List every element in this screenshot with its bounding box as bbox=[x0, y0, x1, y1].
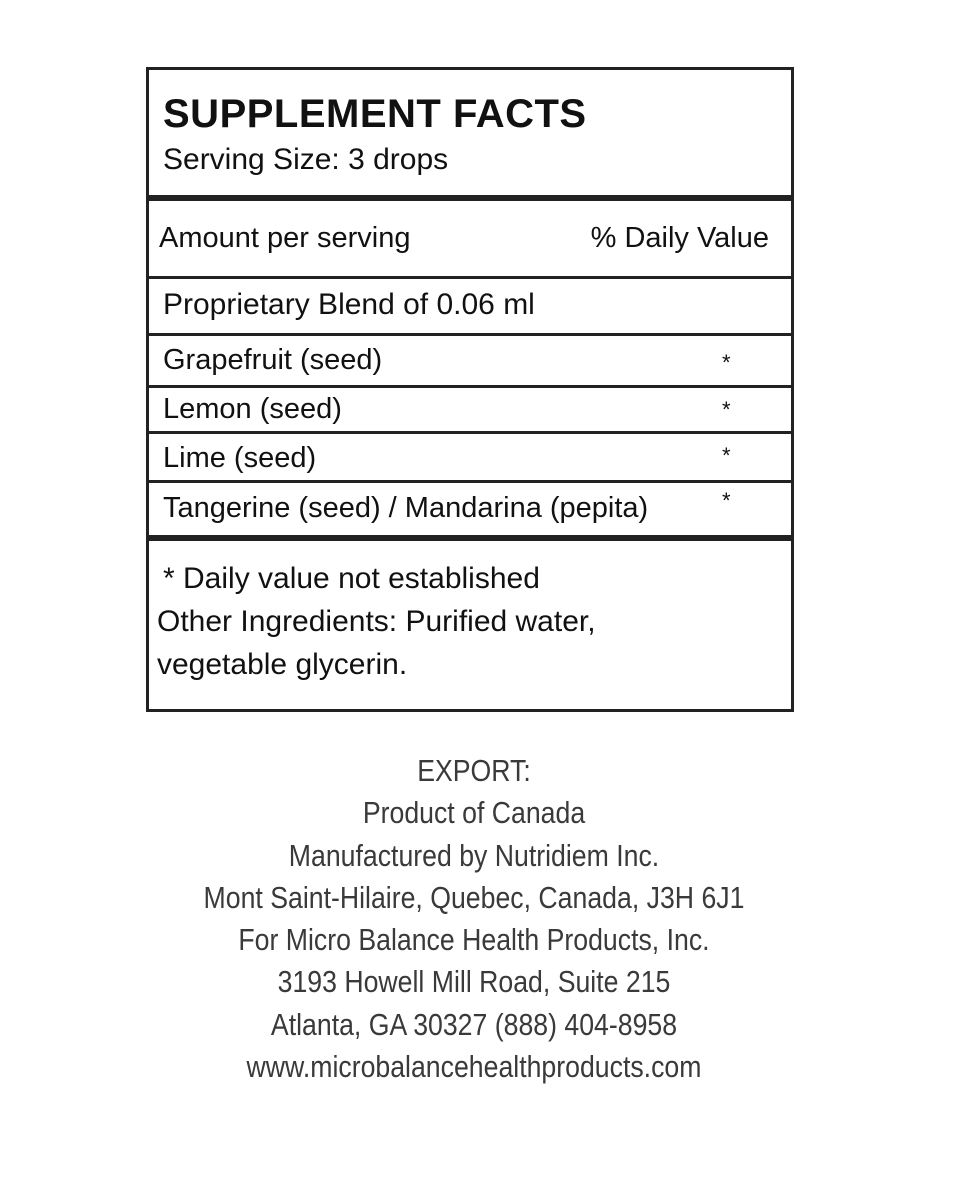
daily-value-footnote: * Daily value not established bbox=[163, 562, 540, 595]
divider bbox=[149, 276, 791, 279]
ingredient-dv: * bbox=[722, 443, 731, 468]
ingredient-dv: * bbox=[722, 488, 731, 513]
proprietary-blend: Proprietary Blend of 0.06 ml bbox=[163, 288, 535, 321]
product-origin: Product of Canada bbox=[362, 795, 586, 831]
ingredient-name: Lemon (seed) bbox=[163, 393, 342, 425]
amount-per-serving-header: Amount per serving bbox=[159, 222, 411, 254]
other-ingredients-line-1: Other Ingredients: Purified water, bbox=[157, 605, 596, 638]
daily-value-header: % Daily Value bbox=[590, 222, 769, 254]
divider bbox=[149, 385, 791, 388]
supplement-facts-panel bbox=[146, 67, 794, 712]
ingredient-dv: * bbox=[722, 350, 731, 375]
ingredient-name: Lime (seed) bbox=[163, 442, 317, 474]
distributor-street: 3193 Howell Mill Road, Suite 215 bbox=[277, 964, 671, 1000]
ingredient-dv: * bbox=[722, 397, 731, 422]
divider bbox=[149, 431, 791, 434]
website-url: www.microbalancehealthproducts.com bbox=[246, 1049, 702, 1085]
other-ingredients-line-2: vegetable glycerin. bbox=[157, 648, 408, 681]
distributor: For Micro Balance Health Products, Inc. bbox=[238, 922, 710, 958]
distributor-city-phone: Atlanta, GA 30327 (888) 404-8958 bbox=[270, 1006, 678, 1042]
manufacturer: Manufactured by Nutridiem Inc. bbox=[288, 837, 660, 873]
divider bbox=[149, 195, 791, 201]
divider bbox=[149, 535, 791, 541]
divider bbox=[149, 480, 791, 483]
divider bbox=[149, 333, 791, 336]
ingredient-name: Grapefruit (seed) bbox=[163, 344, 383, 376]
manufacturer-address: Mont Saint-Hilaire, Quebec, Canada, J3H 6J1 bbox=[203, 879, 745, 915]
export-info bbox=[0, 750, 948, 1088]
export-heading: EXPORT: bbox=[417, 753, 531, 788]
serving-size: Serving Size: 3 drops bbox=[163, 143, 449, 176]
ingredient-name: Tangerine (seed) / Mandarina (pepita) bbox=[163, 492, 649, 524]
panel-title: SUPPLEMENT FACTS bbox=[163, 92, 587, 136]
